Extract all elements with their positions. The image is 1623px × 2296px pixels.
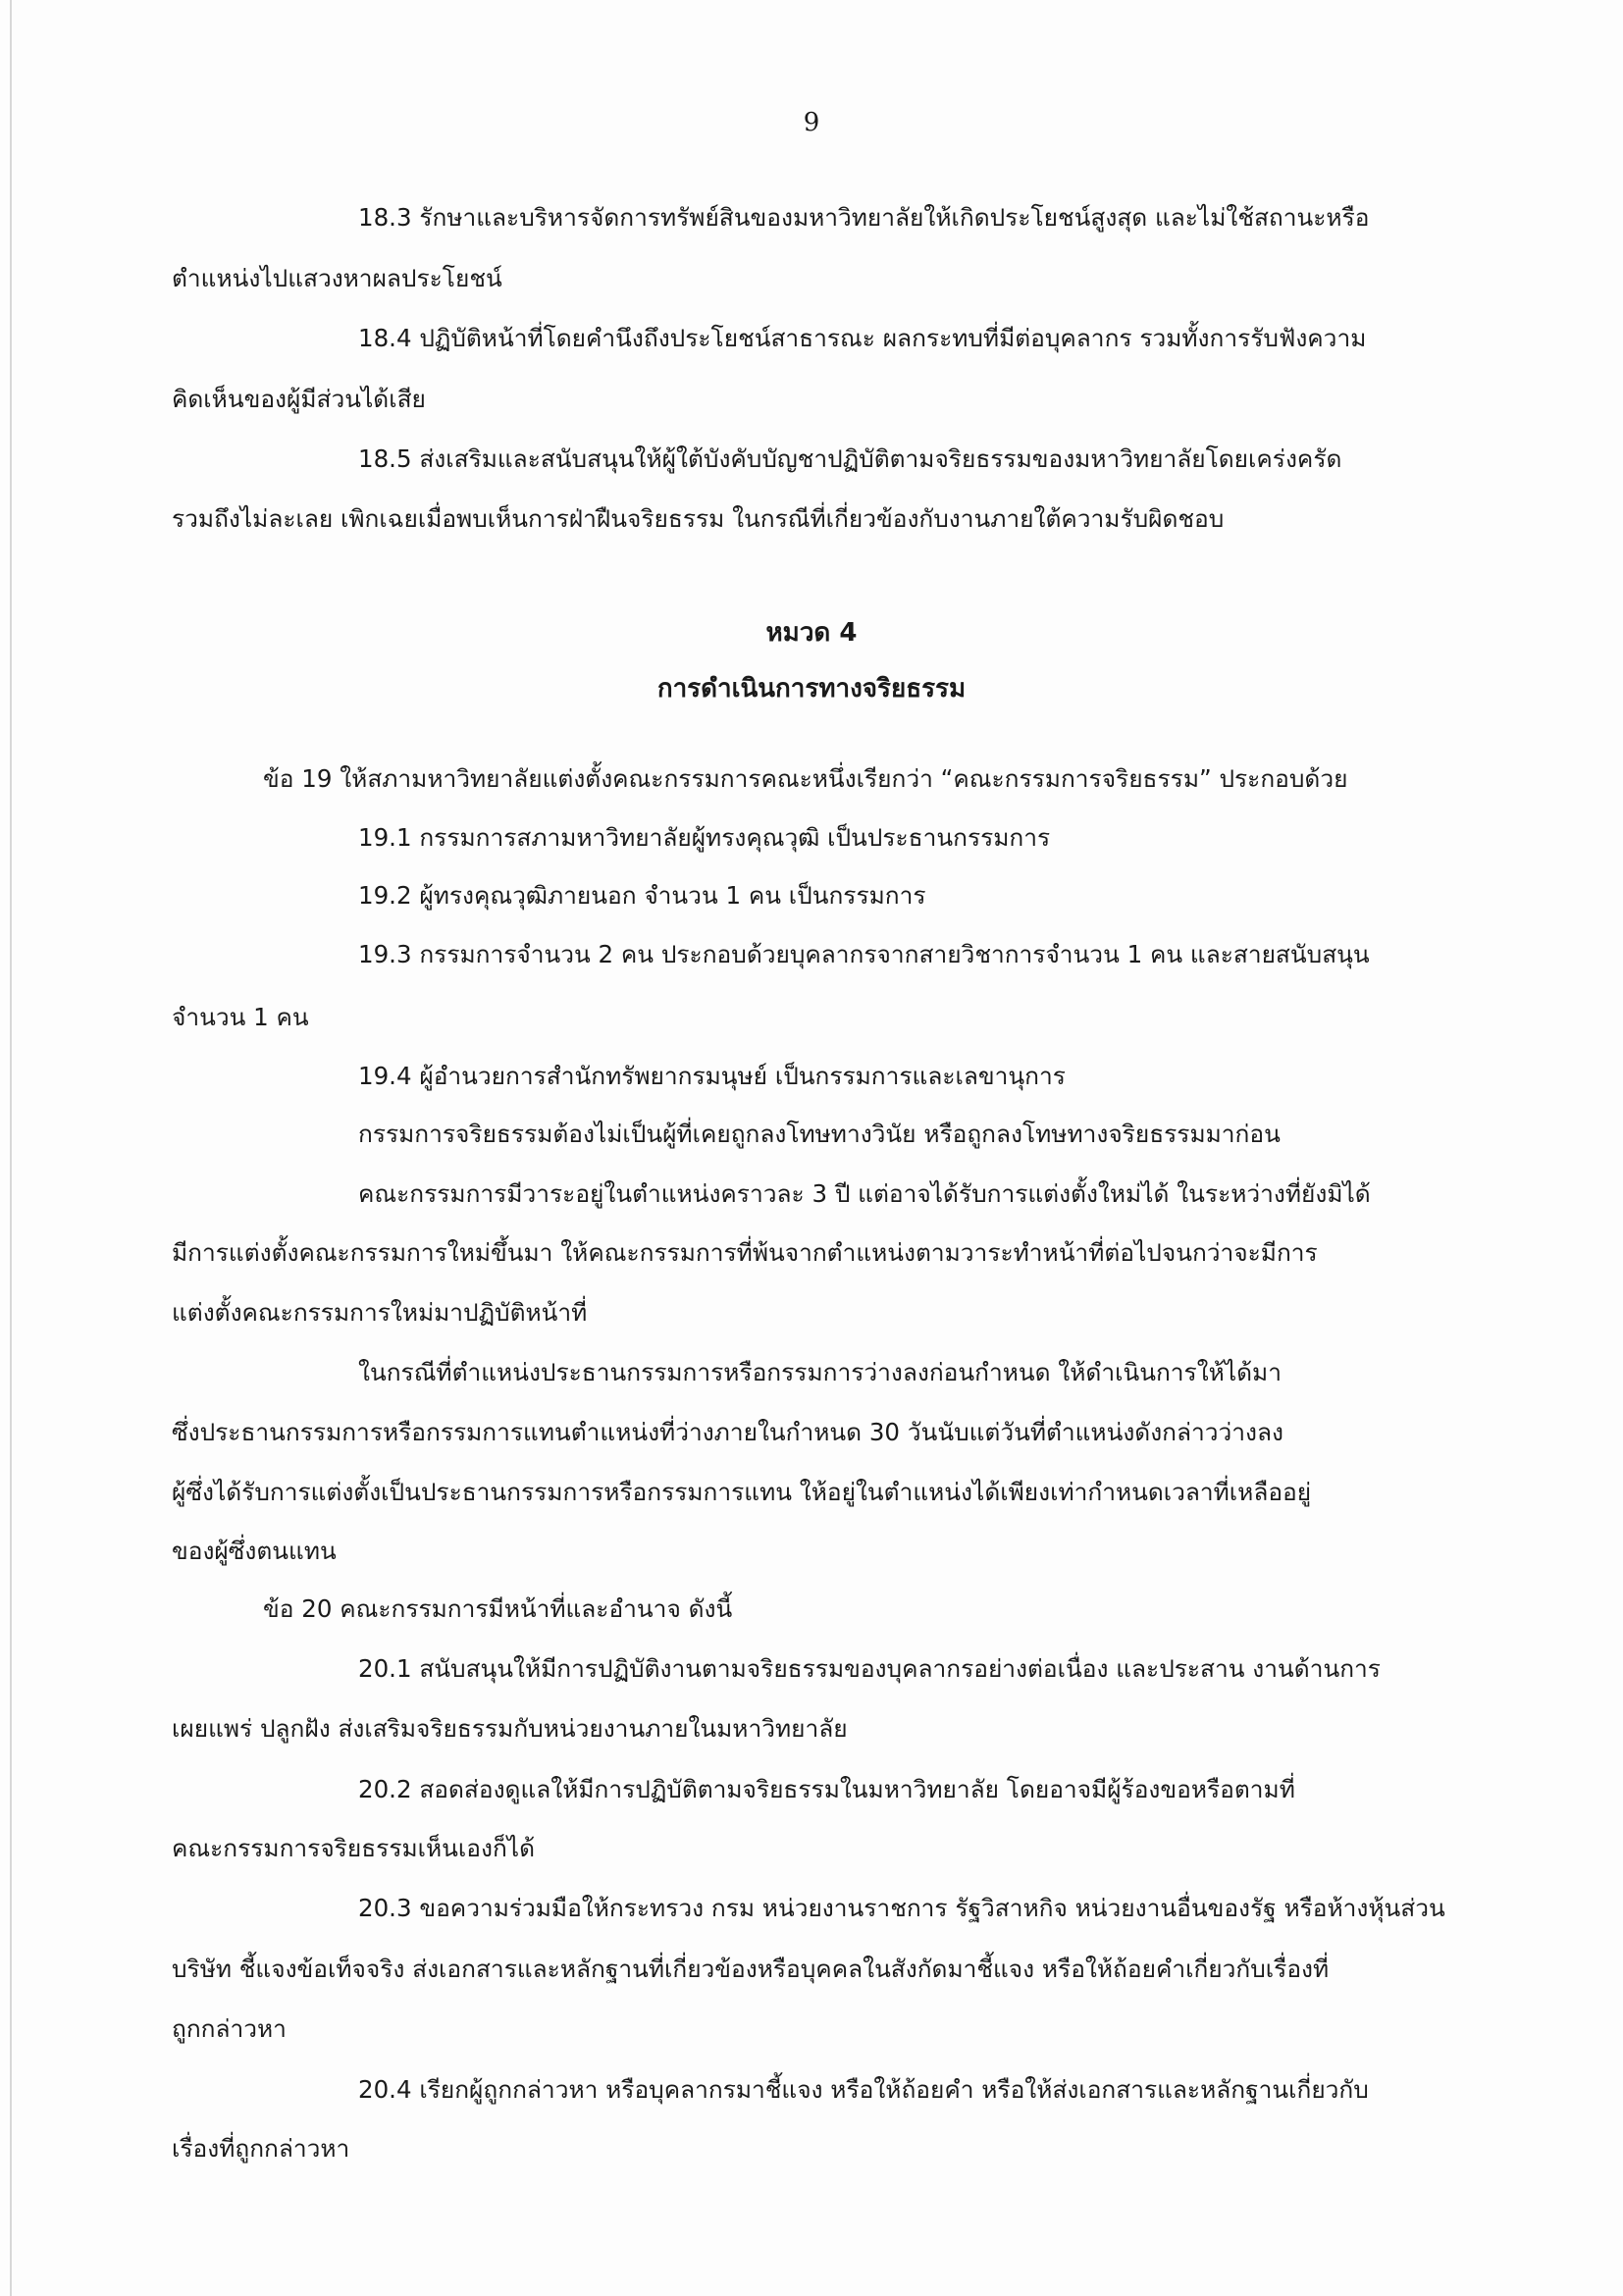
clause-20-4-line-2: เรื่องที่ถูกกล่าวหา bbox=[172, 2134, 350, 2163]
clause-19-qualification: กรรมการจริยธรรมต้องไม่เป็นผู้ที่เคยถูกลงโทษทางวินัย หรือถูกลงโทษทางจริยธรรมมาก่อน bbox=[358, 1120, 1281, 1148]
clause-20-3-line-3: ถูกกล่าวหา bbox=[172, 2014, 287, 2043]
clause-19-vacancy-line-1: ในกรณีที่ตำแหน่งประธานกรรมการหรือกรรมการว่างลงก่อนกำหนด ให้ดำเนินการให้ได้มา bbox=[358, 1358, 1282, 1386]
clause-18-4-line-2: คิดเห็นของผู้มีส่วนได้เสีย bbox=[172, 385, 426, 413]
clause-18-3-line-1: 18.3 รักษาและบริหารจัดการทรัพย์สินของมหาวิทยาลัยให้เกิดประโยชน์สูงสุด และไม่ใช้สถานะหรือ bbox=[358, 203, 1370, 232]
section-title: หมวด 4 bbox=[765, 618, 858, 648]
clause-18-4-line-1: 18.4 ปฏิบัติหน้าที่โดยคำนึงถึงประโยชน์สาธารณะ ผลกระทบที่มีต่อบุคลากร รวมทั้งการรับฟังความ bbox=[358, 324, 1367, 352]
clause-19-term-line-1: คณะกรรมการมีวาระอยู่ในตำแหน่งคราวละ 3 ปี แต่อาจได้รับการแต่งตั้งใหม่ได้ ในระหว่างที่ยังมิได้ bbox=[358, 1179, 1371, 1208]
clause-20-intro: ข้อ 20 คณะกรรมการมีหน้าที่และอำนาจ ดังนี้ bbox=[263, 1594, 733, 1623]
clause-19-intro: ข้อ 19 ให้สภามหาวิทยาลัยแต่งตั้งคณะกรรมการคณะหนึ่งเรียกว่า “คณะกรรมการจริยธรรม” ประกอบด้วย bbox=[263, 764, 1348, 793]
clause-19-3-line-2: จำนวน 1 คน bbox=[172, 1003, 309, 1031]
clause-20-1-line-2: เผยแพร่ ปลูกฝัง ส่งเสริมจริยธรรมกับหน่วยงานภายในมหาวิทยาลัย bbox=[172, 1714, 848, 1743]
clause-19-vacancy-line-3: ผู้ซึ่งได้รับการแต่งตั้งเป็นประธานกรรมการหรือกรรมการแทน ให้อยู่ในตำแหน่งได้เพียงเท่ากำหนดเวลาที่เหลืออยู่ bbox=[172, 1478, 1312, 1506]
clause-20-3-line-2: บริษัท ชี้แจงข้อเท็จจริง ส่งเอกสารและหลักฐานที่เกี่ยวข้องหรือบุคคลในสังกัดมาชี้แจง หรือให้ถ้อยคำเกี่ยวกับเรื่องที่ bbox=[172, 1955, 1330, 1983]
page-number: 9 bbox=[803, 108, 820, 137]
page-edge-shadow bbox=[10, 0, 12, 2296]
clause-19-2: 19.2 ผู้ทรงคุณวุฒิภายนอก จำนวน 1 คน เป็นกรรมการ bbox=[358, 881, 926, 910]
section-subtitle: การดำเนินการทางจริยธรรม bbox=[656, 674, 967, 704]
clause-18-5-line-1: 18.5 ส่งเสริมและสนับสนุนให้ผู้ใต้บังคับบัญชาปฏิบัติตามจริยธรรมของมหาวิทยาลัยโดยเคร่งครัด bbox=[358, 444, 1342, 473]
clause-20-3-line-1: 20.3 ขอความร่วมมือให้กระทรวง กรม หน่วยงานราชการ รัฐวิสาหกิจ หน่วยงานอื่นของรัฐ หรือห้างหุ้นส่วน bbox=[358, 1894, 1445, 1922]
clause-19-term-line-2: มีการแต่งตั้งคณะกรรมการใหม่ขึ้นมา ให้คณะกรรมการที่พ้นจากตำแหน่งตามวาระทำหน้าที่ต่อไปจนกว่าจะมีการ bbox=[172, 1238, 1318, 1267]
clause-18-3-line-2: ตำแหน่งไปแสวงหาผลประโยชน์ bbox=[172, 264, 502, 292]
clause-20-2-line-2: คณะกรรมการจริยธรรมเห็นเองก็ได้ bbox=[172, 1834, 536, 1862]
clause-19-4: 19.4 ผู้อำนวยการสำนักทรัพยากรมนุษย์ เป็นกรรมการและเลขานุการ bbox=[358, 1062, 1066, 1090]
clause-20-1-line-1: 20.1 สนับสนุนให้มีการปฏิบัติงานตามจริยธรรมของบุคลากรอย่างต่อเนื่อง และประสาน งานด้านการ bbox=[358, 1654, 1381, 1683]
clause-19-1: 19.1 กรรมการสภามหาวิทยาลัยผู้ทรงคุณวุฒิ เป็นประธานกรรมการ bbox=[358, 823, 1051, 852]
clause-19-vacancy-line-2: ซึ่งประธานกรรมการหรือกรรมการแทนตำแหน่งที่ว่างภายในกำหนด 30 วันนับแต่วันที่ตำแหน่งดังกล่าวว่างลง bbox=[172, 1418, 1283, 1446]
clause-20-2-line-1: 20.2 สอดส่องดูแลให้มีการปฏิบัติตามจริยธรรมในมหาวิทยาลัย โดยอาจมีผู้ร้องขอหรือตามที่ bbox=[358, 1775, 1295, 1803]
clause-19-term-line-3: แต่งตั้งคณะกรรมการใหม่มาปฏิบัติหน้าที่ bbox=[172, 1298, 588, 1327]
clause-19-3-line-1: 19.3 กรรมการจำนวน 2 คน ประกอบด้วยบุคลากรจากสายวิชาการจำนวน 1 คน และสายสนับสนุน bbox=[358, 940, 1370, 968]
clause-18-5-line-2: รวมถึงไม่ละเลย เพิกเฉยเมื่อพบเห็นการฝ่าฝืนจริยธรรม ในกรณีที่เกี่ยวข้องกับงานภายใต้ความรับผิดชอบ bbox=[172, 504, 1225, 533]
clause-20-4-line-1: 20.4 เรียกผู้ถูกกล่าวหา หรือบุคลากรมาชี้แจง หรือให้ถ้อยคำ หรือให้ส่งเอกสารและหลักฐานเกี่ยวกับ bbox=[358, 2075, 1369, 2104]
clause-19-vacancy-line-4: ของผู้ซึ่งตนแทน bbox=[172, 1537, 337, 1565]
